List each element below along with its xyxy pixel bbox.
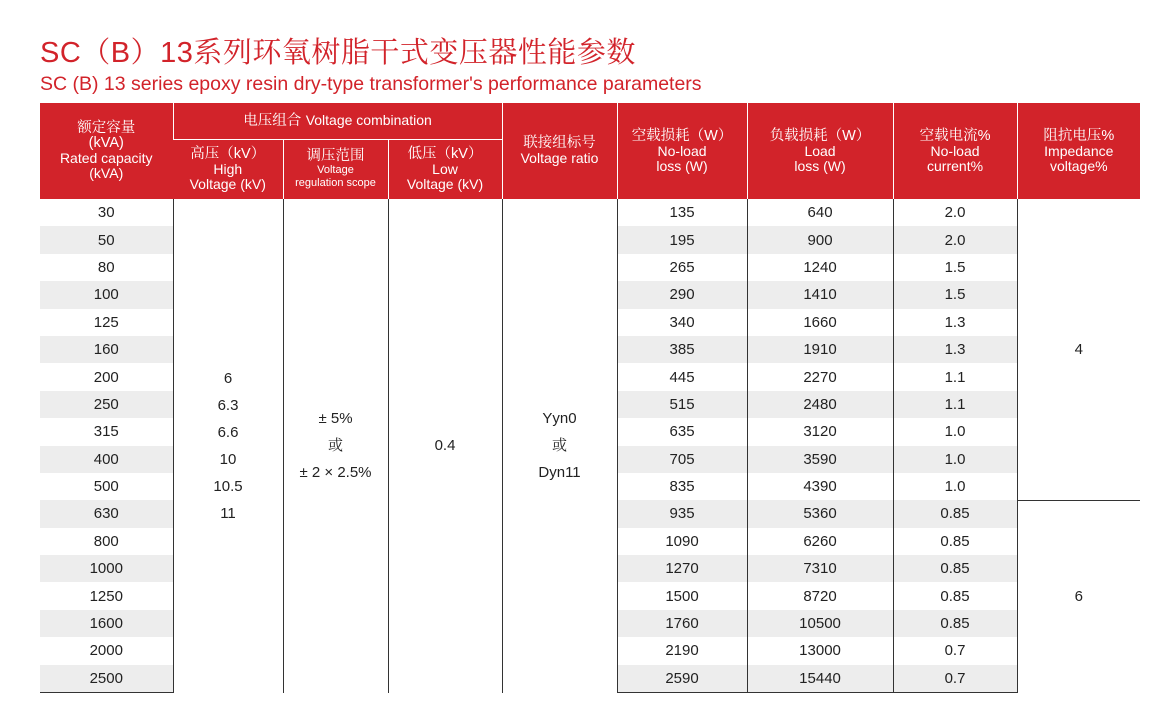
high-voltage-cell-value: 6.6 xyxy=(217,423,239,441)
capacity-cell: 2500 xyxy=(40,665,173,693)
noload-loss-cell: 1090 xyxy=(617,528,747,555)
impedance-cell-value: 4 xyxy=(1074,340,1083,358)
capacity-cell: 1600 xyxy=(40,610,173,637)
table-row xyxy=(40,199,1140,226)
header-voltage-combination: 电压组合 Voltage combination xyxy=(173,103,502,140)
regulation-cell-value: 或 xyxy=(327,437,343,455)
noload-current-cell: 0.85 xyxy=(893,555,1017,582)
load-loss-cell: 1410 xyxy=(747,281,893,308)
noload-loss-cell: 195 xyxy=(617,226,747,253)
header-capacity: 额定容量 (kVA) Rated capacity (kVA) xyxy=(40,103,173,199)
load-loss-cell: 1660 xyxy=(747,309,893,336)
noload-current-cell: 0.85 xyxy=(893,582,1017,609)
impedance-cell-value: 6 xyxy=(1074,588,1083,606)
regulation-cell-value: ± 2 × 2.5% xyxy=(299,464,372,482)
noload-current-cell: 2.0 xyxy=(893,226,1017,253)
header-noload-loss: 空载损耗（W） No-load loss (W) xyxy=(617,103,747,199)
load-loss-cell: 640 xyxy=(747,199,893,226)
noload-current-cell: 1.5 xyxy=(893,254,1017,281)
load-loss-cell: 3590 xyxy=(747,446,893,473)
high-voltage-cell-value: 11 xyxy=(220,504,236,522)
load-loss-cell: 7310 xyxy=(747,555,893,582)
noload-loss-cell: 265 xyxy=(617,254,747,281)
capacity-cell: 1000 xyxy=(40,555,173,582)
page-subtitle: SC (B) 13 series epoxy resin dry-type transformer's performance parameters xyxy=(40,73,702,95)
capacity-cell: 630 xyxy=(40,500,173,527)
capacity-cell: 1250 xyxy=(89,587,123,605)
load-loss-cell: 6260 xyxy=(747,528,893,555)
regulation-cell xyxy=(283,199,388,693)
capacity-cell: 400 xyxy=(40,446,173,473)
noload-loss-cell: 290 xyxy=(617,281,747,308)
noload-current-cell: 0.7 xyxy=(893,665,1017,693)
noload-current-cell: 1.0 xyxy=(893,473,1017,500)
noload-loss-cell: 2190 xyxy=(617,637,747,664)
capacity-cell: 2000 xyxy=(89,642,123,660)
capacity-cell: 30 xyxy=(97,204,115,222)
load-loss-cell: 900 xyxy=(747,226,893,253)
noload-current-cell: 1.3 xyxy=(893,309,1017,336)
page-title: SC（B）13系列环氧树脂干式变压器性能参数 xyxy=(40,37,636,69)
capacity-cell: 250 xyxy=(40,391,173,418)
header-load-loss: 负载损耗（W） Load loss (W) xyxy=(747,103,893,199)
noload-loss-cell: 2590 xyxy=(617,665,747,693)
load-loss-cell: 2270 xyxy=(747,363,893,390)
noload-loss-cell: 935 xyxy=(617,500,747,527)
header-high-voltage: 高压（kV） High Voltage (kV) xyxy=(173,140,283,200)
noload-loss-cell: 135 xyxy=(617,199,747,226)
header-noload-current: 空载电流% No-load current% xyxy=(893,103,1017,199)
noload-current-cell: 0.85 xyxy=(893,610,1017,637)
noload-loss-cell: 1270 xyxy=(617,555,747,582)
load-loss-cell: 1240 xyxy=(747,254,893,281)
low-voltage-cell xyxy=(388,199,502,693)
noload-loss-cell: 705 xyxy=(617,446,747,473)
load-loss-cell: 4390 xyxy=(747,473,893,500)
noload-loss-cell: 385 xyxy=(617,336,747,363)
noload-loss-cell: 835 xyxy=(617,473,747,500)
load-loss-cell: 2480 xyxy=(747,391,893,418)
load-loss-cell: 5360 xyxy=(747,500,893,527)
capacity-cell: 50 xyxy=(40,226,173,253)
connection-cell xyxy=(502,199,617,693)
capacity-cell: 80 xyxy=(97,258,115,276)
connection-cell-value: 或 xyxy=(552,437,568,455)
noload-loss-cell: 515 xyxy=(617,391,747,418)
noload-loss-cell: 1760 xyxy=(617,610,747,637)
noload-loss-cell: 445 xyxy=(617,363,747,390)
header-impedance: 阻抗电压% Impedance voltage% xyxy=(1017,103,1140,199)
noload-current-cell: 0.85 xyxy=(893,528,1017,555)
noload-current-cell: 0.85 xyxy=(893,500,1017,527)
load-loss-cell: 10500 xyxy=(747,610,893,637)
regulation-cell-value: ± 5% xyxy=(318,410,353,428)
noload-current-cell: 0.7 xyxy=(893,637,1017,664)
capacity-cell: 315 xyxy=(93,423,119,441)
header-connection: 联接组标号 Voltage ratio xyxy=(502,103,617,199)
header-row-1 xyxy=(40,103,1140,140)
noload-current-cell: 1.1 xyxy=(893,363,1017,390)
high-voltage-cell-value: 10 xyxy=(219,450,237,468)
header-low-voltage: 低压（kV） Low Voltage (kV) xyxy=(388,140,502,200)
noload-current-cell: 1.5 xyxy=(893,281,1017,308)
connection-cell-value: Yyn0 xyxy=(542,410,577,428)
noload-current-cell: 2.0 xyxy=(893,199,1017,226)
load-loss-cell: 13000 xyxy=(747,637,893,664)
noload-current-cell: 1.3 xyxy=(893,336,1017,363)
load-loss-cell: 15440 xyxy=(747,665,893,693)
capacity-cell: 125 xyxy=(93,313,119,331)
load-loss-cell: 3120 xyxy=(747,418,893,445)
noload-current-cell: 1.0 xyxy=(893,418,1017,445)
noload-loss-cell: 635 xyxy=(617,418,747,445)
noload-loss-cell: 340 xyxy=(617,309,747,336)
performance-table xyxy=(40,103,1140,693)
noload-current-cell: 1.1 xyxy=(893,391,1017,418)
noload-current-cell: 1.0 xyxy=(893,446,1017,473)
high-voltage-cell-value: 6.3 xyxy=(217,396,239,414)
noload-loss-cell: 1500 xyxy=(617,582,747,609)
capacity-cell: 100 xyxy=(40,281,173,308)
capacity-cell: 800 xyxy=(93,532,119,550)
low-voltage-cell-value: 0.4 xyxy=(434,437,456,455)
impedance-cell xyxy=(1017,199,1140,500)
load-loss-cell: 1910 xyxy=(747,336,893,363)
load-loss-cell: 8720 xyxy=(747,582,893,609)
impedance-cell xyxy=(1017,500,1140,692)
high-voltage-cell xyxy=(173,199,283,693)
capacity-cell: 200 xyxy=(93,368,119,386)
capacity-cell: 160 xyxy=(40,336,173,363)
high-voltage-cell-value: 10.5 xyxy=(213,477,243,495)
high-voltage-cell-value: 6 xyxy=(223,369,233,387)
connection-cell-value: Dyn11 xyxy=(538,464,581,482)
capacity-cell: 500 xyxy=(93,478,119,496)
header-regulation: 调压范围 Voltage regulation scope xyxy=(283,140,388,200)
